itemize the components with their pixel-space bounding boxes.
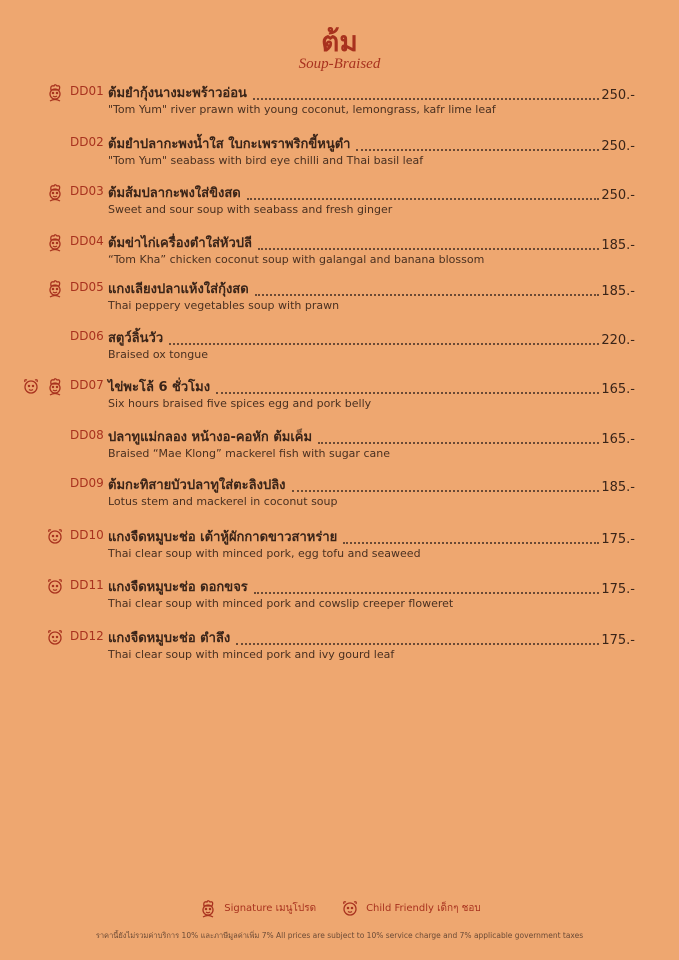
item-description: Thai clear soup with minced pork and cowslip creeper floweret [108, 597, 454, 610]
item-description: "Tom Yum" river prawn with young coconut, lemongrass, kafr lime leaf [108, 103, 496, 116]
item-name-line [108, 474, 635, 495]
item-name: ต้มส้มปลากะพงใส่ขิงสด [108, 186, 241, 201]
child-icon [45, 627, 65, 647]
item-name-line [108, 133, 635, 154]
dot-leader [292, 484, 600, 492]
dot-leader [169, 337, 599, 345]
dot-leader [247, 192, 600, 200]
item-code: DD11 [70, 578, 104, 592]
item-price: 250.- [601, 88, 635, 103]
item-description: “Tom Kha” chicken coconut soup with galangal and banana blossom [108, 253, 485, 266]
item-code: DD05 [70, 280, 104, 294]
item-name-line [108, 278, 635, 299]
signature-icon [45, 376, 65, 396]
item-name-line [108, 627, 635, 648]
child-label: Child Friendly เด็กๆ ชอบ [366, 902, 481, 914]
item-code: DD03 [70, 184, 104, 198]
menu-item-dd06 [0, 327, 679, 367]
item-name: ต้มยำกุ้งนางมะพร้าวอ่อน [108, 86, 247, 101]
signature-icon [198, 898, 218, 918]
item-name-line [108, 232, 635, 253]
item-description: Lotus stem and mackerel in coconut soup [108, 495, 338, 508]
item-name-line [108, 376, 635, 397]
menu-item-dd10 [0, 526, 679, 566]
item-description: "Tom Yum" seabass with bird eye chilli and Thai basil leaf [108, 154, 424, 167]
item-code: DD06 [70, 329, 104, 343]
item-price: 165.- [601, 382, 635, 397]
signature-icon [45, 82, 65, 102]
item-code: DD09 [70, 476, 104, 490]
item-description: Braised “Mae Klong” mackerel fish with sugar cane [108, 447, 390, 460]
item-price: 250.- [601, 139, 635, 154]
footer [0, 898, 679, 942]
item-name-line [108, 526, 635, 547]
item-code: DD02 [70, 135, 104, 149]
item-name-line [108, 327, 635, 348]
item-name-line [108, 426, 635, 447]
item-code: DD04 [70, 234, 104, 248]
menu-item-dd03 [0, 182, 679, 222]
child-icon [45, 576, 65, 596]
item-price: 165.- [601, 432, 635, 447]
menu-item-dd04 [0, 232, 679, 272]
item-name: ไข่พะโล้ 6 ชั่วโมง [108, 380, 211, 395]
item-price: 185.- [601, 480, 635, 495]
item-description: Thai clear soup with minced pork and ivy gourd leaf [108, 648, 395, 661]
menu-item-dd11 [0, 576, 679, 616]
signature-icon [45, 182, 65, 202]
child-icon [21, 376, 41, 396]
item-name: แกงเลียงปลาแห้งใส่กุ้งสด [108, 282, 249, 297]
item-icons [45, 576, 65, 596]
item-icons [45, 182, 65, 202]
dot-leader [255, 288, 600, 296]
item-name: ต้มข่าไก่เครื่องตำใส่หัวปลี [108, 236, 252, 251]
dot-leader [254, 586, 600, 594]
item-name: ต้มกะทิสายบัวปลาทูใส่ตะลิงปลิง [108, 478, 286, 493]
item-price: 175.- [601, 532, 635, 547]
item-description: Thai clear soup with minced pork, egg tofu and seaweed [108, 547, 421, 560]
item-name: แกงจืดหมูบะช่อ ตำลึง [108, 631, 231, 646]
child-icon [340, 898, 360, 918]
menu-item-dd02 [0, 133, 679, 173]
item-icons [45, 82, 65, 102]
dot-leader [236, 637, 599, 645]
item-code: DD08 [70, 428, 104, 442]
tax-note: ราคานี้ยังไม่รวมค่าบริการ 10% และภาษีมูลค่าเพิ่ม 7% All prices are subject to 10% service charge and 7% applicable government taxes [95, 931, 584, 940]
page-header [0, 26, 679, 73]
menu-item-dd05 [0, 278, 679, 318]
page-title-thai: ต้ม [321, 25, 358, 58]
item-icons [45, 627, 65, 647]
item-price: 185.- [601, 238, 635, 253]
item-name: ต้มยำปลากะพงน้ำใส ใบกะเพราพริกขี้หนูตำ [108, 137, 351, 152]
item-icons [45, 278, 65, 298]
item-price: 175.- [601, 582, 635, 597]
legend [198, 898, 481, 918]
signature-icon [45, 232, 65, 252]
item-description: Six hours braised five spices egg and pork belly [108, 397, 372, 410]
child-icon [45, 526, 65, 546]
item-name: แกงจืดหมูบะช่อ เต้าหู้ผักกาดขาวสาหร่าย [108, 530, 338, 545]
item-code: DD10 [70, 528, 104, 542]
dot-leader [356, 143, 599, 151]
item-description: Thai peppery vegetables soup with prawn [108, 299, 340, 312]
item-name: แกงจืดหมูบะช่อ ดอกขจร [108, 580, 248, 595]
item-code: DD01 [70, 84, 104, 98]
dot-leader [258, 242, 599, 250]
dot-leader [216, 386, 599, 394]
signature-icon [45, 278, 65, 298]
item-price: 185.- [601, 284, 635, 299]
item-icons [45, 526, 65, 546]
dot-leader [318, 436, 599, 444]
menu-item-dd12 [0, 627, 679, 667]
item-code: DD12 [70, 629, 104, 643]
item-description: Sweet and sour soup with seabass and fresh ginger [108, 203, 393, 216]
item-name-line [108, 82, 635, 103]
menu-item-dd07 [0, 376, 679, 416]
item-code: DD07 [70, 378, 104, 392]
item-name: ปลาทูแม่กลอง หน้างอ-คอหัก ต้มเค็ม [108, 430, 313, 445]
item-icons [45, 232, 65, 252]
menu-item-dd09 [0, 474, 679, 514]
item-price: 175.- [601, 633, 635, 648]
menu-item-dd08 [0, 426, 679, 466]
signature-label: Signature เมนูโปรด [224, 902, 317, 914]
item-price: 250.- [601, 188, 635, 203]
item-name-line [108, 182, 635, 203]
item-icons [21, 376, 65, 396]
item-price: 220.- [601, 333, 635, 348]
dot-leader [253, 92, 599, 100]
menu-item-dd01 [0, 82, 679, 122]
item-name-line [108, 576, 635, 597]
dot-leader [343, 536, 599, 544]
item-description: Braised ox tongue [108, 348, 208, 361]
item-name: สตูว์ลิ้นวัว [108, 331, 164, 346]
page-title-english: Soup-Braised [298, 56, 381, 72]
